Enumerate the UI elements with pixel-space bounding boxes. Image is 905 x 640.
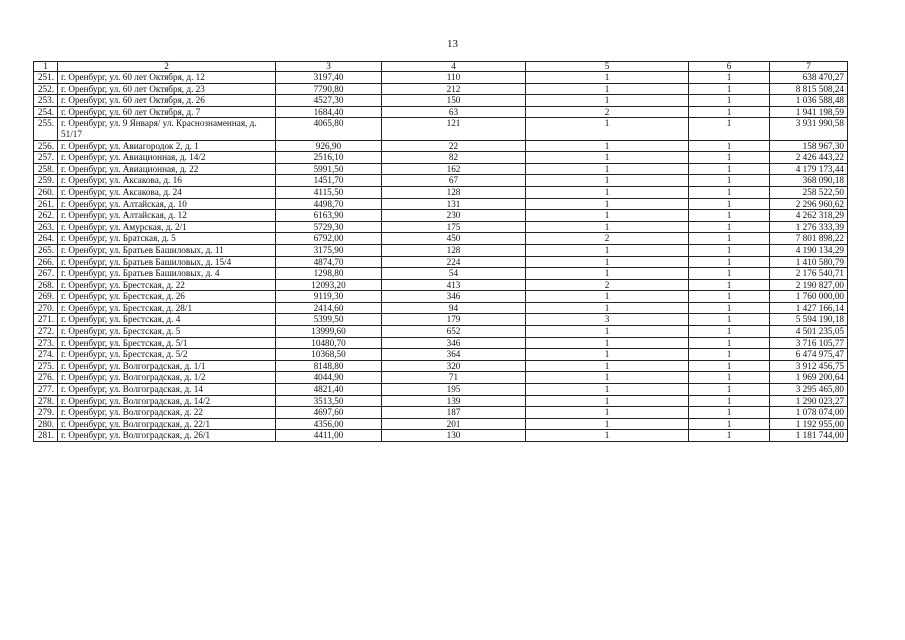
count-cell: 71 bbox=[382, 372, 526, 384]
table-row bbox=[34, 233, 848, 245]
count-cell: 121 bbox=[382, 118, 526, 140]
count-cell: 63 bbox=[382, 106, 526, 118]
area-cell: 10368,50 bbox=[276, 349, 382, 361]
address-cell: г. Оренбург, ул. 60 лет Октября, д. 12 bbox=[58, 72, 276, 84]
area-cell: 5991,50 bbox=[276, 163, 382, 175]
address-cell: г. Оренбург, ул. Волгоградская, д. 22 bbox=[58, 407, 276, 419]
column-5-cell: 1 bbox=[526, 95, 689, 107]
count-cell: 346 bbox=[382, 337, 526, 349]
row-number: 258. bbox=[34, 163, 58, 175]
area-cell: 2414,60 bbox=[276, 302, 382, 314]
area-cell: 3175,90 bbox=[276, 244, 382, 256]
row-number: 274. bbox=[34, 349, 58, 361]
column-6-cell: 1 bbox=[689, 372, 770, 384]
table-row bbox=[34, 314, 848, 326]
table-row bbox=[34, 268, 848, 280]
column-6-cell: 1 bbox=[689, 268, 770, 280]
address-cell: г. Оренбург, ул. Авиагородок 2, д. 1 bbox=[58, 140, 276, 152]
table-row bbox=[34, 360, 848, 372]
table-row bbox=[34, 210, 848, 222]
column-5-cell: 1 bbox=[526, 407, 689, 419]
row-number: 277. bbox=[34, 384, 58, 396]
column-6-cell: 1 bbox=[689, 360, 770, 372]
column-6-cell: 1 bbox=[689, 106, 770, 118]
area-cell: 3197,40 bbox=[276, 72, 382, 84]
cost-cell: 1 969 200,64 bbox=[770, 372, 848, 384]
row-number: 267. bbox=[34, 268, 58, 280]
count-cell: 364 bbox=[382, 349, 526, 361]
column-5-cell: 1 bbox=[526, 326, 689, 338]
column-header-2: 2 bbox=[58, 62, 276, 72]
row-number: 279. bbox=[34, 407, 58, 419]
column-6-cell: 1 bbox=[689, 349, 770, 361]
column-5-cell: 1 bbox=[526, 83, 689, 95]
column-5-cell: 1 bbox=[526, 210, 689, 222]
area-cell: 4411,00 bbox=[276, 430, 382, 442]
count-cell: 67 bbox=[382, 175, 526, 187]
column-header-3: 3 bbox=[276, 62, 382, 72]
address-cell: г. Оренбург, ул. Братьев Башиловых, д. 11 bbox=[58, 244, 276, 256]
row-number: 259. bbox=[34, 175, 58, 187]
column-6-cell: 1 bbox=[689, 244, 770, 256]
address-cell: г. Оренбург, ул. Алтайская, д. 12 bbox=[58, 210, 276, 222]
count-cell: 128 bbox=[382, 244, 526, 256]
area-cell: 4044,90 bbox=[276, 372, 382, 384]
table-row bbox=[34, 140, 848, 152]
count-cell: 224 bbox=[382, 256, 526, 268]
area-cell: 4115,50 bbox=[276, 186, 382, 198]
column-5-cell: 1 bbox=[526, 372, 689, 384]
column-5-cell: 2 bbox=[526, 106, 689, 118]
column-5-cell: 1 bbox=[526, 244, 689, 256]
table-row bbox=[34, 106, 848, 118]
row-number: 251. bbox=[34, 72, 58, 84]
row-number: 272. bbox=[34, 326, 58, 338]
table-row bbox=[34, 244, 848, 256]
cost-cell: 368 090,18 bbox=[770, 175, 848, 187]
column-6-cell: 1 bbox=[689, 186, 770, 198]
column-6-cell: 1 bbox=[689, 395, 770, 407]
count-cell: 195 bbox=[382, 384, 526, 396]
column-6-cell: 1 bbox=[689, 210, 770, 222]
row-number: 266. bbox=[34, 256, 58, 268]
address-cell: г. Оренбург, ул. Братьев Башиловых, д. 4 bbox=[58, 268, 276, 280]
column-5-cell: 1 bbox=[526, 221, 689, 233]
cost-cell: 2 190 827,00 bbox=[770, 279, 848, 291]
table-row bbox=[34, 95, 848, 107]
cost-cell: 2 426 443,22 bbox=[770, 152, 848, 164]
address-cell: г. Оренбург, ул. Авиационная, д. 14/2 bbox=[58, 152, 276, 164]
column-5-cell: 1 bbox=[526, 430, 689, 442]
count-cell: 131 bbox=[382, 198, 526, 210]
column-5-cell: 1 bbox=[526, 302, 689, 314]
count-cell: 201 bbox=[382, 418, 526, 430]
table-row bbox=[34, 72, 848, 84]
count-cell: 150 bbox=[382, 95, 526, 107]
column-5-cell: 1 bbox=[526, 395, 689, 407]
area-cell: 1451,70 bbox=[276, 175, 382, 187]
address-cell: г. Оренбург, ул. Волгоградская, д. 14/2 bbox=[58, 395, 276, 407]
column-header-1: 1 bbox=[34, 62, 58, 72]
row-number: 265. bbox=[34, 244, 58, 256]
table-row bbox=[34, 326, 848, 338]
table-row bbox=[34, 221, 848, 233]
table-row bbox=[34, 349, 848, 361]
cost-cell: 4 179 173,44 bbox=[770, 163, 848, 175]
table-row bbox=[34, 395, 848, 407]
column-6-cell: 1 bbox=[689, 314, 770, 326]
row-number: 261. bbox=[34, 198, 58, 210]
area-cell: 4065,80 bbox=[276, 118, 382, 140]
cost-cell: 1 290 023,27 bbox=[770, 395, 848, 407]
address-cell: г. Оренбург, ул. Братская, д. 5 bbox=[58, 233, 276, 245]
area-cell: 926,90 bbox=[276, 140, 382, 152]
column-6-cell: 1 bbox=[689, 256, 770, 268]
table-row bbox=[34, 384, 848, 396]
table-row bbox=[34, 372, 848, 384]
address-cell: г. Оренбург, ул. Братьев Башиловых, д. 15/4 bbox=[58, 256, 276, 268]
address-cell: г. Оренбург, ул. Брестская, д. 26 bbox=[58, 291, 276, 303]
cost-cell: 3 931 990,58 bbox=[770, 118, 848, 140]
cost-cell: 158 967,30 bbox=[770, 140, 848, 152]
column-5-cell: 1 bbox=[526, 291, 689, 303]
area-cell: 6163,90 bbox=[276, 210, 382, 222]
table-row bbox=[34, 163, 848, 175]
area-cell: 9119,30 bbox=[276, 291, 382, 303]
count-cell: 139 bbox=[382, 395, 526, 407]
cost-cell: 1 192 955,00 bbox=[770, 418, 848, 430]
column-5-cell: 1 bbox=[526, 140, 689, 152]
cost-cell: 5 594 190,18 bbox=[770, 314, 848, 326]
area-cell: 5729,30 bbox=[276, 221, 382, 233]
count-cell: 179 bbox=[382, 314, 526, 326]
row-number: 264. bbox=[34, 233, 58, 245]
address-cell: г. Оренбург, ул. Волгоградская, д. 22/1 bbox=[58, 418, 276, 430]
count-cell: 652 bbox=[382, 326, 526, 338]
row-number: 271. bbox=[34, 314, 58, 326]
column-number-row bbox=[34, 62, 848, 72]
address-cell: г. Оренбург, ул. 60 лет Октября, д. 26 bbox=[58, 95, 276, 107]
cost-cell: 1 181 744,00 bbox=[770, 430, 848, 442]
table-row bbox=[34, 407, 848, 419]
row-number: 256. bbox=[34, 140, 58, 152]
row-number: 276. bbox=[34, 372, 58, 384]
cost-cell: 2 176 540,71 bbox=[770, 268, 848, 280]
row-number: 281. bbox=[34, 430, 58, 442]
count-cell: 320 bbox=[382, 360, 526, 372]
address-cell: г. Оренбург, ул. Брестская, д. 4 bbox=[58, 314, 276, 326]
column-header-4: 4 bbox=[382, 62, 526, 72]
cost-cell: 1 036 588,48 bbox=[770, 95, 848, 107]
area-cell: 4527,30 bbox=[276, 95, 382, 107]
column-5-cell: 1 bbox=[526, 337, 689, 349]
column-5-cell: 3 bbox=[526, 314, 689, 326]
cost-cell: 2 296 960,62 bbox=[770, 198, 848, 210]
column-6-cell: 1 bbox=[689, 337, 770, 349]
column-5-cell: 1 bbox=[526, 175, 689, 187]
column-5-cell: 2 bbox=[526, 233, 689, 245]
address-cell: г. Оренбург, ул. Алтайская, д. 10 bbox=[58, 198, 276, 210]
cost-cell: 1 078 074,00 bbox=[770, 407, 848, 419]
column-5-cell: 1 bbox=[526, 268, 689, 280]
count-cell: 82 bbox=[382, 152, 526, 164]
address-cell: г. Оренбург, ул. Волгоградская, д. 1/2 bbox=[58, 372, 276, 384]
area-cell: 2516,10 bbox=[276, 152, 382, 164]
column-6-cell: 1 bbox=[689, 279, 770, 291]
column-5-cell: 1 bbox=[526, 118, 689, 140]
cost-cell: 8 815 508,24 bbox=[770, 83, 848, 95]
count-cell: 175 bbox=[382, 221, 526, 233]
cost-cell: 258 522,50 bbox=[770, 186, 848, 198]
cost-cell: 1 760 000,00 bbox=[770, 291, 848, 303]
area-cell: 6792,00 bbox=[276, 233, 382, 245]
cost-cell: 4 501 235,05 bbox=[770, 326, 848, 338]
area-cell: 13999,60 bbox=[276, 326, 382, 338]
address-cell: г. Оренбург, ул. Авиационная, д. 22 bbox=[58, 163, 276, 175]
address-cell: г. Оренбург, ул. Аксакова, д. 16 bbox=[58, 175, 276, 187]
column-5-cell: 1 bbox=[526, 198, 689, 210]
housing-registry-table bbox=[33, 61, 848, 442]
address-cell: г. Оренбург, ул. Волгоградская, д. 26/1 bbox=[58, 430, 276, 442]
count-cell: 413 bbox=[382, 279, 526, 291]
row-number: 262. bbox=[34, 210, 58, 222]
row-number: 280. bbox=[34, 418, 58, 430]
address-cell: г. Оренбург, ул. Амурская, д. 2/1 bbox=[58, 221, 276, 233]
column-6-cell: 1 bbox=[689, 198, 770, 210]
table-row bbox=[34, 186, 848, 198]
table-header bbox=[34, 62, 848, 72]
area-cell: 4498,70 bbox=[276, 198, 382, 210]
area-cell: 4874,70 bbox=[276, 256, 382, 268]
column-6-cell: 1 bbox=[689, 118, 770, 140]
area-cell: 1684,40 bbox=[276, 106, 382, 118]
column-5-cell: 1 bbox=[526, 256, 689, 268]
column-header-5: 5 bbox=[526, 62, 689, 72]
table-row bbox=[34, 337, 848, 349]
column-5-cell: 1 bbox=[526, 72, 689, 84]
column-6-cell: 1 bbox=[689, 407, 770, 419]
area-cell: 3513,50 bbox=[276, 395, 382, 407]
row-number: 275. bbox=[34, 360, 58, 372]
cost-cell: 1 427 166,14 bbox=[770, 302, 848, 314]
count-cell: 130 bbox=[382, 430, 526, 442]
address-cell: г. Оренбург, ул. 60 лет Октября, д. 7 bbox=[58, 106, 276, 118]
cost-cell: 3 912 456,75 bbox=[770, 360, 848, 372]
area-cell: 12093,20 bbox=[276, 279, 382, 291]
column-6-cell: 1 bbox=[689, 83, 770, 95]
row-number: 263. bbox=[34, 221, 58, 233]
count-cell: 230 bbox=[382, 210, 526, 222]
address-cell: г. Оренбург, ул. Брестская, д. 22 bbox=[58, 279, 276, 291]
column-6-cell: 1 bbox=[689, 291, 770, 303]
column-6-cell: 1 bbox=[689, 95, 770, 107]
address-cell: г. Оренбург, ул. Брестская, д. 28/1 bbox=[58, 302, 276, 314]
area-cell: 1298,80 bbox=[276, 268, 382, 280]
row-number: 260. bbox=[34, 186, 58, 198]
count-cell: 94 bbox=[382, 302, 526, 314]
row-number: 252. bbox=[34, 83, 58, 95]
cost-cell: 4 262 318,29 bbox=[770, 210, 848, 222]
address-cell: г. Оренбург, ул. 60 лет Октября, д. 23 bbox=[58, 83, 276, 95]
column-5-cell: 2 bbox=[526, 279, 689, 291]
column-5-cell: 1 bbox=[526, 186, 689, 198]
cost-cell: 1 410 580,79 bbox=[770, 256, 848, 268]
area-cell: 5399,50 bbox=[276, 314, 382, 326]
column-6-cell: 1 bbox=[689, 430, 770, 442]
row-number: 270. bbox=[34, 302, 58, 314]
count-cell: 187 bbox=[382, 407, 526, 419]
area-cell: 4697,60 bbox=[276, 407, 382, 419]
cost-cell: 1 941 198,59 bbox=[770, 106, 848, 118]
area-cell: 4356,00 bbox=[276, 418, 382, 430]
column-header-7: 7 bbox=[770, 62, 848, 72]
row-number: 257. bbox=[34, 152, 58, 164]
row-number: 253. bbox=[34, 95, 58, 107]
table-row bbox=[34, 418, 848, 430]
count-cell: 22 bbox=[382, 140, 526, 152]
table-body bbox=[34, 72, 848, 442]
address-cell: г. Оренбург, ул. Брестская, д. 5 bbox=[58, 326, 276, 338]
row-number: 269. bbox=[34, 291, 58, 303]
count-cell: 212 bbox=[382, 83, 526, 95]
column-5-cell: 1 bbox=[526, 152, 689, 164]
column-5-cell: 1 bbox=[526, 384, 689, 396]
row-number: 268. bbox=[34, 279, 58, 291]
column-6-cell: 1 bbox=[689, 152, 770, 164]
cost-cell: 4 190 134,29 bbox=[770, 244, 848, 256]
column-6-cell: 1 bbox=[689, 175, 770, 187]
count-cell: 110 bbox=[382, 72, 526, 84]
count-cell: 54 bbox=[382, 268, 526, 280]
count-cell: 162 bbox=[382, 163, 526, 175]
area-cell: 10480,70 bbox=[276, 337, 382, 349]
table-row bbox=[34, 291, 848, 303]
column-5-cell: 1 bbox=[526, 163, 689, 175]
cost-cell: 3 295 465,80 bbox=[770, 384, 848, 396]
count-cell: 450 bbox=[382, 233, 526, 245]
row-number: 254. bbox=[34, 106, 58, 118]
column-6-cell: 1 bbox=[689, 302, 770, 314]
address-cell: г. Оренбург, ул. 9 Января/ ул. Краснознаменная, д. 51/17 bbox=[58, 118, 276, 140]
cost-cell: 1 276 333,39 bbox=[770, 221, 848, 233]
column-6-cell: 1 bbox=[689, 233, 770, 245]
table-row bbox=[34, 118, 848, 140]
table-row bbox=[34, 175, 848, 187]
cost-cell: 638 470,27 bbox=[770, 72, 848, 84]
column-6-cell: 1 bbox=[689, 418, 770, 430]
address-cell: г. Оренбург, ул. Брестская, д. 5/2 bbox=[58, 349, 276, 361]
column-5-cell: 1 bbox=[526, 349, 689, 361]
address-cell: г. Оренбург, ул. Аксакова, д. 24 bbox=[58, 186, 276, 198]
column-6-cell: 1 bbox=[689, 384, 770, 396]
table-row bbox=[34, 279, 848, 291]
table-row bbox=[34, 83, 848, 95]
column-6-cell: 1 bbox=[689, 221, 770, 233]
cost-cell: 3 716 105,77 bbox=[770, 337, 848, 349]
cost-cell: 6 474 975,47 bbox=[770, 349, 848, 361]
table-row bbox=[34, 198, 848, 210]
table-row bbox=[34, 256, 848, 268]
count-cell: 346 bbox=[382, 291, 526, 303]
area-cell: 8148,80 bbox=[276, 360, 382, 372]
count-cell: 128 bbox=[382, 186, 526, 198]
row-number: 278. bbox=[34, 395, 58, 407]
area-cell: 4821,40 bbox=[276, 384, 382, 396]
address-cell: г. Оренбург, ул. Волгоградская, д. 14 bbox=[58, 384, 276, 396]
table-row bbox=[34, 302, 848, 314]
cost-cell: 7 801 898,22 bbox=[770, 233, 848, 245]
page-number: 13 bbox=[447, 38, 458, 50]
table-row bbox=[34, 430, 848, 442]
column-6-cell: 1 bbox=[689, 326, 770, 338]
row-number: 273. bbox=[34, 337, 58, 349]
column-5-cell: 1 bbox=[526, 360, 689, 372]
column-6-cell: 1 bbox=[689, 72, 770, 84]
row-number: 255. bbox=[34, 118, 58, 140]
table-row bbox=[34, 152, 848, 164]
column-5-cell: 1 bbox=[526, 418, 689, 430]
address-cell: г. Оренбург, ул. Брестская, д. 5/1 bbox=[58, 337, 276, 349]
area-cell: 7790,80 bbox=[276, 83, 382, 95]
column-header-6: 6 bbox=[689, 62, 770, 72]
column-6-cell: 1 bbox=[689, 140, 770, 152]
column-6-cell: 1 bbox=[689, 163, 770, 175]
address-cell: г. Оренбург, ул. Волгоградская, д. 1/1 bbox=[58, 360, 276, 372]
